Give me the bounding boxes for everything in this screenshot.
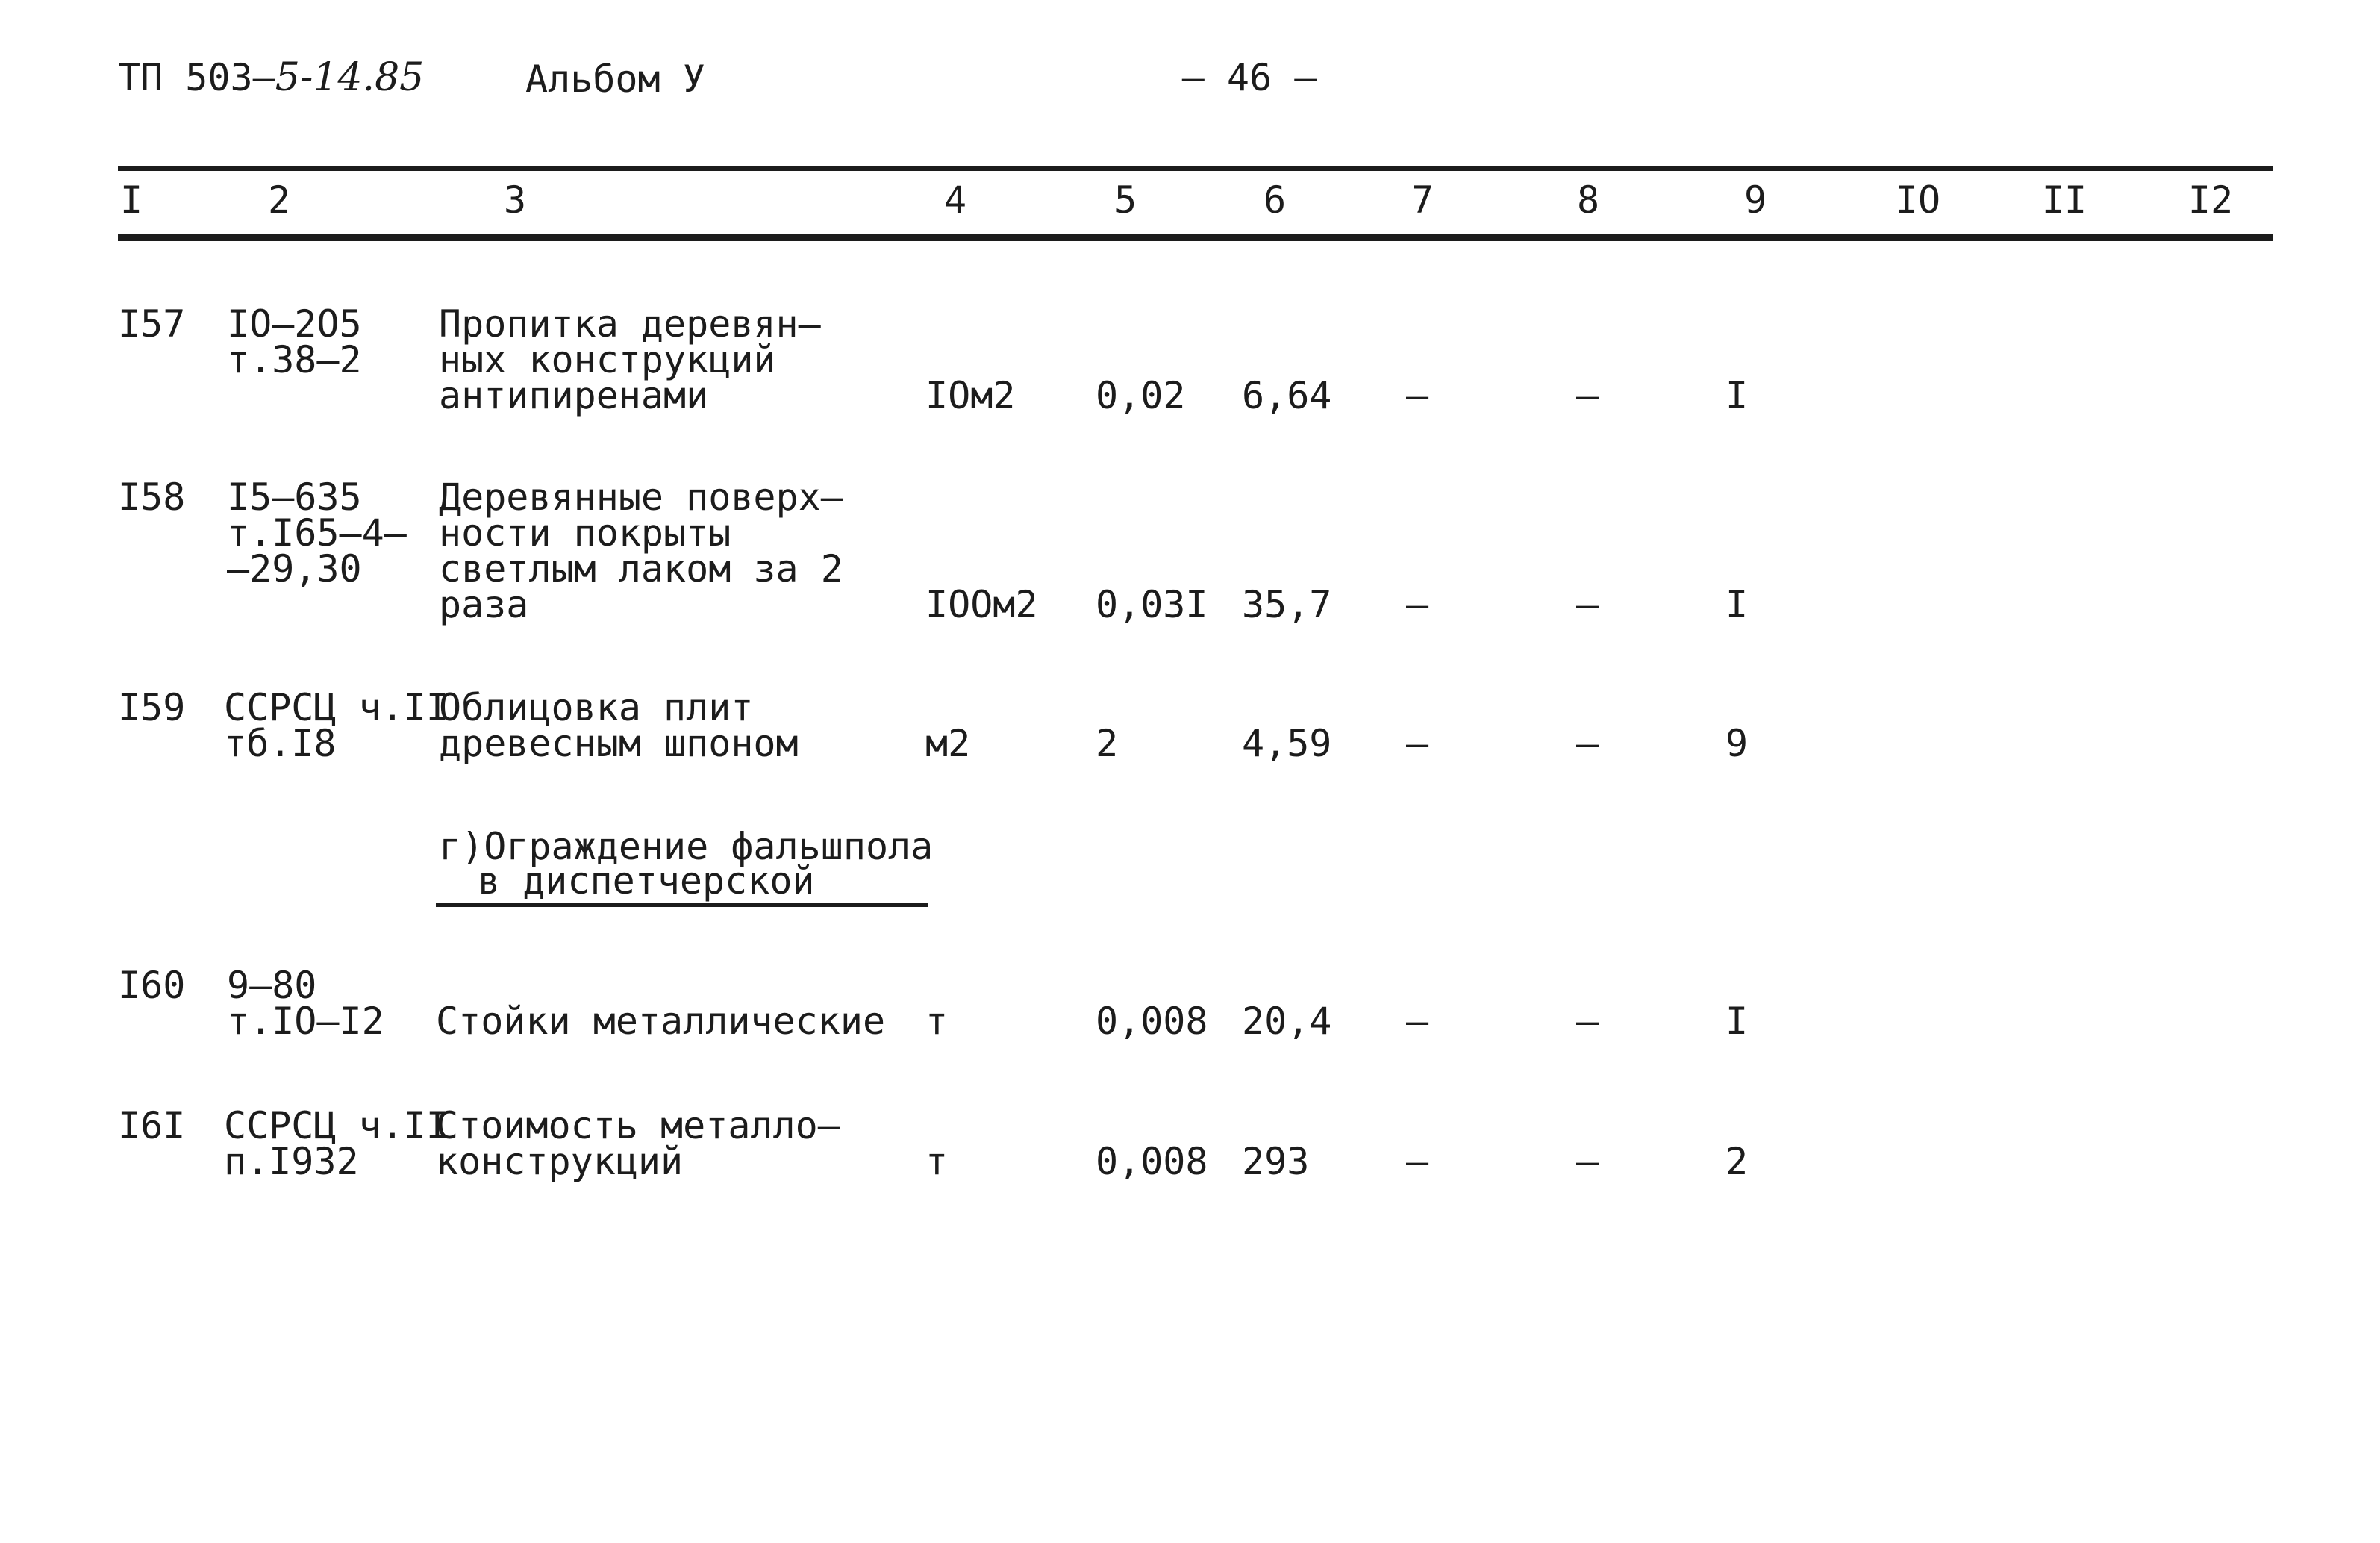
- column-header: I2: [2187, 178, 2234, 222]
- header-bottom-rule: [118, 234, 2273, 241]
- description-line: ности покрыты: [439, 511, 731, 555]
- column-header: II: [2041, 178, 2087, 222]
- column-header: 8: [1576, 178, 1600, 222]
- dash-cell: –: [1576, 722, 1599, 765]
- reference-line: I5–635: [227, 476, 362, 519]
- column-header: 9: [1743, 178, 1767, 222]
- value-cell: 6,64: [1242, 374, 1332, 417]
- section-underline: [436, 903, 928, 907]
- dash-cell: –: [1406, 1140, 1429, 1183]
- count-cell: 9: [1725, 722, 1749, 765]
- unit-cell: IOм2: [925, 374, 1016, 417]
- column-header: I: [119, 178, 143, 222]
- album-label: Альбом У: [525, 57, 705, 101]
- top-rule: [118, 166, 2273, 171]
- quantity-cell: 0,008: [1096, 1140, 1208, 1183]
- reference-line: ССРСЦ ч.II: [224, 686, 449, 729]
- column-header: IO: [1895, 178, 1941, 222]
- document-code: ТП 503–5-14.85: [118, 55, 425, 100]
- dash-cell: –: [1406, 1000, 1429, 1043]
- description-line: Стойки металлические: [436, 1000, 886, 1043]
- dash-cell: –: [1576, 1000, 1599, 1043]
- reference-line: т.I65–4–: [227, 511, 407, 555]
- reference-line: IO–2O5: [227, 302, 362, 346]
- page-number: – 46 –: [1181, 56, 1317, 99]
- value-cell: 4,59: [1242, 722, 1332, 765]
- column-header: 6: [1263, 178, 1287, 222]
- description-line: Деревянные поверх–: [439, 476, 843, 519]
- row-number: I60: [118, 964, 186, 1007]
- quantity-cell: 2: [1096, 722, 1119, 765]
- description-line: Облицовка плит: [439, 686, 754, 729]
- reference-line: т.38–2: [227, 338, 362, 381]
- reference-line: –29,30: [227, 547, 362, 590]
- description-line: Пропитка деревян–: [439, 302, 821, 346]
- description-line: древесным шпоном: [439, 722, 799, 765]
- description-line: конструкций: [436, 1140, 684, 1183]
- reference-line: т.IO–I2: [227, 1000, 384, 1043]
- dash-cell: –: [1576, 1140, 1599, 1183]
- unit-cell: т: [925, 1140, 949, 1183]
- description-line: светлым лаком за 2: [439, 547, 843, 590]
- unit-cell: м2: [925, 722, 971, 765]
- description-line: раза: [439, 583, 529, 626]
- row-number: I59: [118, 686, 186, 729]
- value-cell: 293: [1242, 1140, 1310, 1183]
- row-number: I6I: [118, 1104, 186, 1147]
- column-header: 3: [503, 178, 527, 222]
- count-cell: I: [1725, 583, 1749, 626]
- document-code-handwritten: 5-14.85: [275, 55, 425, 100]
- column-header: 7: [1411, 178, 1434, 222]
- row-number: I57: [118, 302, 186, 346]
- column-header: 2: [267, 178, 291, 222]
- value-cell: 20,4: [1242, 1000, 1332, 1043]
- dash-cell: –: [1406, 583, 1429, 626]
- reference-line: п.I932: [224, 1140, 359, 1183]
- dash-cell: –: [1576, 583, 1599, 626]
- quantity-cell: 0,02: [1096, 374, 1186, 417]
- dash-cell: –: [1406, 374, 1429, 417]
- section-heading-line: в диспетчерской: [478, 859, 815, 903]
- row-number: I58: [118, 476, 186, 519]
- column-header: 4: [943, 178, 967, 222]
- reference-line: 9–80: [227, 964, 317, 1007]
- value-cell: 35,7: [1242, 583, 1332, 626]
- reference-line: ССРСЦ ч.II: [224, 1104, 449, 1147]
- dash-cell: –: [1406, 722, 1429, 765]
- reference-line: тб.I8: [224, 722, 337, 765]
- count-cell: 2: [1725, 1140, 1749, 1183]
- dash-cell: –: [1576, 374, 1599, 417]
- unit-cell: IOOм2: [925, 583, 1038, 626]
- quantity-cell: 0,03I: [1096, 583, 1208, 626]
- section-heading-line: г)Ограждение фальшпола: [439, 825, 934, 868]
- description-line: антипиренами: [439, 374, 709, 417]
- count-cell: I: [1725, 374, 1749, 417]
- column-header: 5: [1114, 178, 1137, 222]
- unit-cell: т: [925, 1000, 949, 1043]
- description-line: ных конструкций: [439, 338, 776, 381]
- count-cell: I: [1725, 1000, 1749, 1043]
- quantity-cell: 0,008: [1096, 1000, 1208, 1043]
- description-line: Стоимость металло–: [436, 1104, 840, 1147]
